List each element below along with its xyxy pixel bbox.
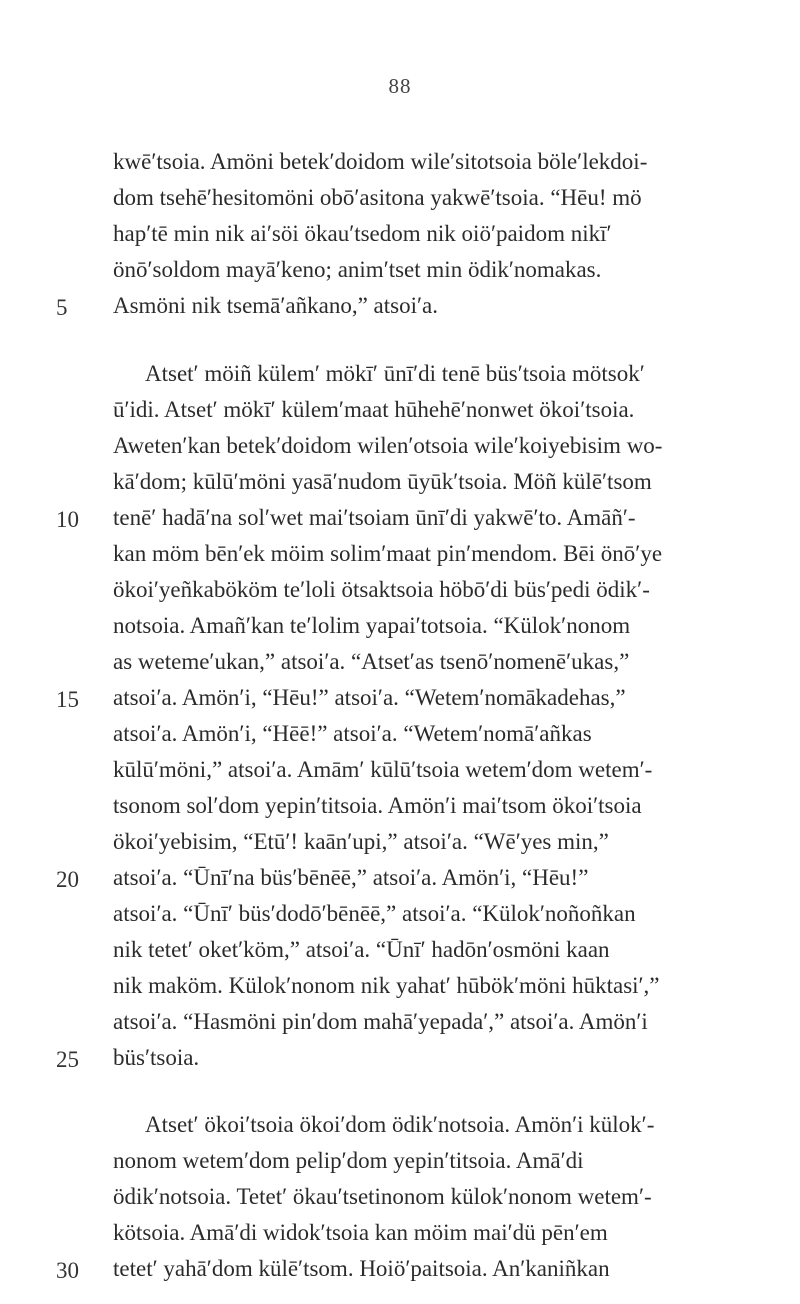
- text-line: önō′soldom mayā′keno; anim′tset min ödik′nomakas.: [113, 257, 602, 282]
- text-line: Atset′ möiñ külem′ mökī′ ūnī′di tenē büs′tsoia mötsok′: [145, 361, 645, 386]
- text-line: nonom wetem′dom pelip′dom yepin′titsoia. Amā′di: [113, 1148, 584, 1173]
- page-number: 88: [388, 74, 412, 98]
- text-line: atsoi′a. Amön′i, “Hēē!” atsoi′a. “Wetem′nomā′añkas: [113, 721, 592, 746]
- line-number: 15: [56, 687, 79, 712]
- text-line: as weteme′ukan,” atsoi′a. “Atset′as tsenō′nomenē′ukas,”: [113, 649, 630, 674]
- text-line: kötsoia. Amā′di widok′tsoia kan möim mai′dü pēn′em: [113, 1220, 608, 1245]
- text-line: Asmöni nik tsemā′añkano,” atsoi′a.: [113, 293, 438, 318]
- text-line: dom tsehē′hesitomöni obō′asitona yakwē′tsoia. “Hēu! mö: [113, 185, 642, 210]
- text-line: tsonom sol′dom yepin′titsoia. Amön′i mai′tsom ökoi′tsoia: [113, 793, 642, 818]
- text-line: atsoi′a. “Ūnī′na büs′bēnēē,” atsoi′a. Amön′i, “Hēu!”: [113, 865, 589, 890]
- text-line: ökoi′yebisim, “Etū′! kaān′upi,” atsoi′a. “Wē′yes min,”: [113, 829, 609, 854]
- text-line: büs′tsoia.: [113, 1045, 200, 1070]
- line-number: 30: [56, 1258, 79, 1283]
- text-line: kan möm bēn′ek möim solim′maat pin′mendom. Bēi önō′ye: [113, 541, 663, 566]
- text-line: kūlū′möni,” atsoi′a. Amām′ kūlū′tsoia wetem′dom wetem′-: [113, 757, 653, 782]
- text-line: ökoi′yeñkabököm te′loli ötsaktsoia höbō′di büs′pedi ödik′-: [113, 577, 650, 602]
- text-line: nik maköm. Külok′nonom nik yahat′ hūbök′möni hūktasi′,”: [113, 973, 660, 998]
- line-number: 5: [56, 295, 68, 320]
- text-line: ū′idi. Atset′ mökī′ külem′maat hūhehē′nonwet ökoi′tsoia.: [113, 397, 635, 422]
- text-line: atsoi′a. “Hasmöni pin′dom mahā′yepada′,” atsoi′a. Amön′i: [113, 1009, 648, 1034]
- text-line: kwē′tsoia. Amöni betek′doidom wile′sitotsoia böle′lekdoi-: [113, 149, 648, 174]
- text-line: tetet′ yahā′dom külē′tsom. Hoiö′paitsoia. An′kaniñkan: [113, 1256, 610, 1281]
- line-number: 20: [56, 867, 79, 892]
- text-line: ödik′notsoia. Tetet′ ökau′tsetinonom külok′nonom wetem′-: [113, 1184, 652, 1209]
- text-line: Atset′ ökoi′tsoia ökoi′dom ödik′notsoia. Amön′i külok′-: [145, 1112, 655, 1137]
- text-line: nik tetet′ oket′köm,” atsoi′a. “Ūnī′ hadōn′osmöni kaan: [113, 937, 610, 962]
- text-line: Aweten′kan betek′doidom wilen′otsoia wile′koiyebisim wo-: [113, 433, 663, 458]
- line-number: 25: [56, 1047, 79, 1072]
- line-number: 10: [56, 507, 79, 532]
- text-line: notsoia. Amañ′kan te′lolim yapai′totsoia. “Külok′nonom: [113, 613, 631, 638]
- text-line: atsoi′a. Amön′i, “Hēu!” atsoi′a. “Wetem′nomākadehas,”: [113, 685, 626, 710]
- text-line: tenē′ hadā′na sol′wet mai′tsoiam ūnī′di yakwē′to. Amāñ′-: [113, 505, 636, 530]
- text-line: kā′dom; kūlū′möni yasā′nudom ūyūk′tsoia. Möñ külē′tsom: [113, 469, 652, 494]
- text-line: hap′tē min nik ai′söi ökau′tsedom nik oiö′paidom nikī′: [113, 221, 612, 246]
- text-line: atsoi′a. “Ūnī′ büs′dodō′bēnēē,” atsoi′a. “Külok′noñoñkan: [113, 901, 636, 926]
